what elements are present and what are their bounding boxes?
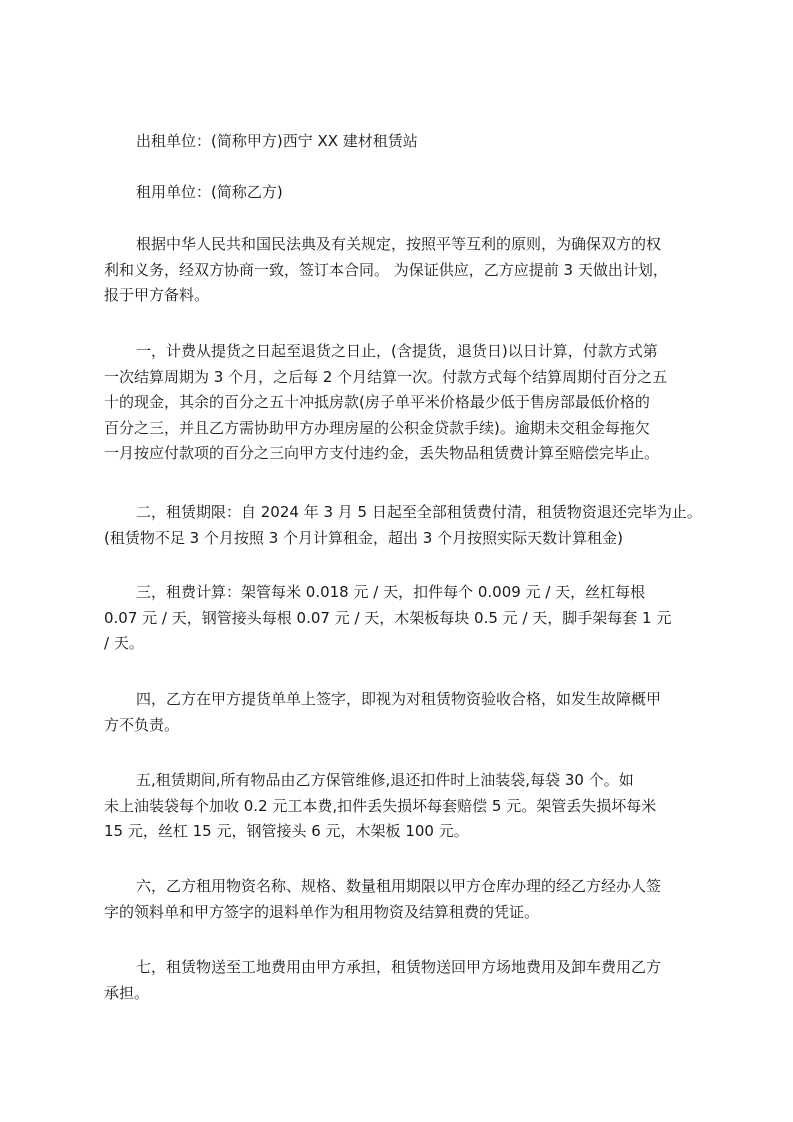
lessor-line — [136, 129, 736, 155]
clause-1-line: 一月按应付款项的百分之三向甲方支付违约金，丢失物品租赁费计算至赔偿完毕止。 — [104, 444, 660, 462]
clause-2-line: (租赁物不足 3 个月按照 3 个月计算租金，超出 3 个月按照实际天数计算租金) — [104, 528, 623, 547]
clause-7-line: 承担。 — [104, 983, 150, 1002]
clause-1-paragraph — [104, 339, 704, 467]
preamble-line: 根据中华人民共和国民法典及有关规定，按照平等互利的原则，为确保双方的权 — [136, 235, 662, 253]
clause-1-line: 一，计费从提货之日起至退货之日止，(含提货，退货日)以日计算，付款方式第 — [136, 342, 658, 360]
clause-4-paragraph — [104, 687, 704, 738]
clause-6-paragraph — [104, 874, 704, 925]
clause-7-paragraph — [104, 955, 704, 1006]
preamble-line: 报于甲方备料。 — [104, 286, 210, 304]
clause-3-line: 三，租费计算：架管每米 0.018 元 / 天，扣件每个 0.009 元 / 天，丝杠每根 — [136, 583, 646, 601]
clause-4-line: 四，乙方在甲方提货单单上签字，即视为对租赁物资验收合格，如发生故障概甲 — [136, 690, 662, 708]
clause-7-line: 七，租赁物送至工地费用由甲方承担，租赁物送回甲方场地费用及卸车费用乙方 — [136, 958, 662, 976]
clause-3-paragraph — [104, 580, 704, 657]
clause-4-line: 方不负责。 — [104, 715, 180, 734]
clause-6-line: 字的领料单和甲方签字的退料单作为租用物资及结算租费的凭证。 — [104, 902, 540, 921]
preamble-line: 利和义务，经双方协商一致，签订本合同。 为保证供应，乙方应提前 3 天做出计划， — [104, 260, 668, 279]
lessee-text: 租用单位：(简称乙方) — [136, 183, 283, 201]
clause-3-line: / 天。 — [104, 634, 144, 652]
clause-2-line: 二，租赁期限：自 2024 年 3 月 5 日起至全部租赁费付清，租赁物资退还完毕为止。 — [136, 503, 702, 521]
clause-3-line: 0.07 元 / 天，钢管接头每根 0.07 元 / 天，木架板每块 0.5 元 / 天，脚手架每套 1 元 — [104, 608, 672, 627]
clause-5-line: 五,租赁期间,所有物品由乙方保管维修,退还扣件时上油装袋,每袋 30 个。如 — [136, 771, 634, 789]
lessee-line — [136, 180, 736, 206]
clause-5-line: 未上油装袋每个加收 0.2 元工本费,扣件丢失损坏每套赔偿 5 元。架管丢失损坏每米 — [104, 796, 657, 815]
clause-2-paragraph — [104, 500, 724, 551]
clause-5-paragraph — [104, 768, 704, 845]
clause-1-line: 一次结算周期为 3 个月，之后每 2 个月结算一次。付款方式每个结算周期付百分之五 — [104, 367, 668, 386]
clause-6-line: 六，乙方租用物资名称、规格、数量租用期限以甲方仓库办理的经乙方经办人签 — [136, 877, 662, 895]
clause-5-line: 15 元，丝杠 15 元，钢管接头 6 元，木架板 100 元。 — [104, 822, 469, 840]
lessor-text: 出租单位：(简称甲方)西宁 XX 建材租赁站 — [136, 132, 418, 150]
preamble-paragraph — [104, 232, 704, 309]
clause-1-line: 十的现金，其余的百分之五十冲抵房款(房子单平米价格最少低于售房部最低价格的 — [104, 393, 650, 411]
clause-1-line: 百分之三，并且乙方需协助甲方办理房屋的公积金贷款手续)。逾期未交租金每拖欠 — [104, 418, 650, 437]
